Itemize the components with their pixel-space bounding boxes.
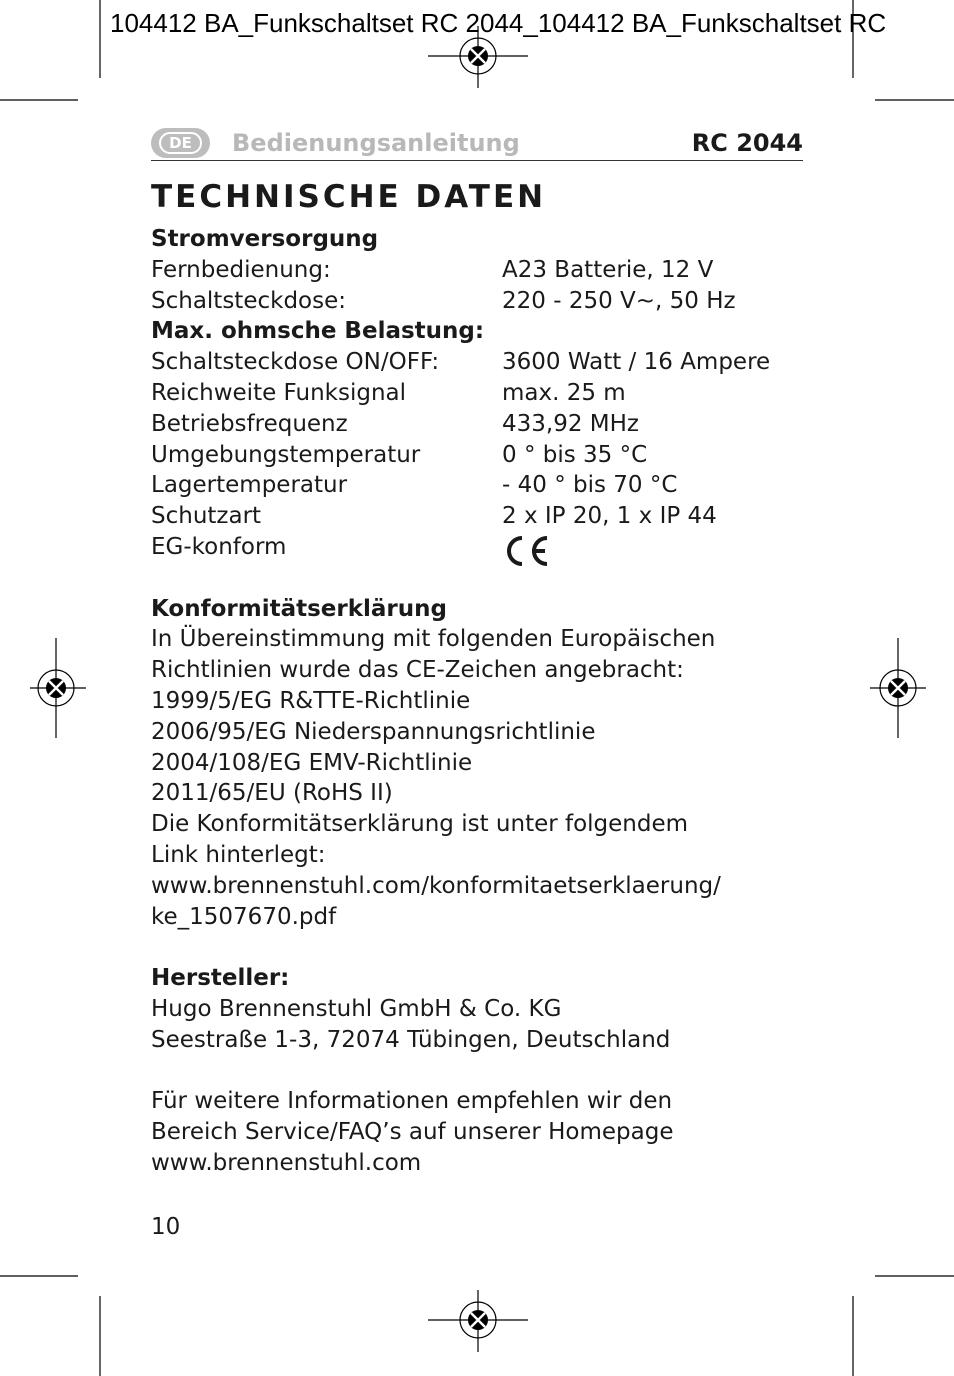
spec-row-frequency bbox=[151, 409, 831, 440]
spec-value: 0 ° bis 35 °C bbox=[502, 441, 648, 468]
page-number: 10 bbox=[151, 1214, 181, 1240]
conformity-line: Richtlinien wurde das CE-Zeichen angebracht: bbox=[151, 657, 684, 684]
conformity-line: 2004/108/EG EMV-Richtlinie bbox=[151, 749, 473, 776]
spec-row-range bbox=[151, 378, 831, 409]
spec-value: 3600 Watt / 16 Ampere bbox=[502, 349, 771, 376]
ce-mark-icon bbox=[502, 532, 552, 563]
spec-row-conformity bbox=[151, 532, 831, 563]
spec-label: EG-konform bbox=[151, 533, 287, 560]
spec-label: Schaltsteckdose: bbox=[151, 287, 346, 314]
page-content bbox=[151, 178, 831, 1179]
page-header bbox=[151, 126, 803, 161]
conformity-link-continued[interactable]: ke_1507670.pdf bbox=[151, 903, 337, 930]
language-badge bbox=[151, 128, 210, 158]
spec-value: 220 - 250 V~, 50 Hz bbox=[502, 287, 736, 314]
load-heading: Max. ohmsche Belastung: bbox=[151, 318, 485, 345]
power-heading: Stromversorgung bbox=[151, 226, 379, 252]
spec-label: Fernbedienung: bbox=[151, 256, 331, 283]
registration-mark-left bbox=[30, 638, 86, 738]
spec-label: Schaltsteckdose ON/OFF: bbox=[151, 349, 440, 376]
registration-mark-bottom bbox=[428, 1290, 528, 1352]
spec-label: Reichweite Funksignal bbox=[151, 379, 407, 406]
conformity-line: Die Konformitätserklärung ist unter folgendem bbox=[151, 811, 689, 838]
manufacturer-name: Hugo Brennenstuhl GmbH & Co. KG bbox=[151, 995, 562, 1022]
conformity-line: 2011/65/EU (RoHS II) bbox=[151, 780, 393, 807]
spec-row-socket bbox=[151, 286, 831, 317]
manufacturer-address: Seestraße 1-3, 72074 Tübingen, Deutschland bbox=[151, 1026, 671, 1053]
spec-value: - 40 ° bis 70 °C bbox=[502, 472, 678, 499]
spec-row-remote bbox=[151, 255, 831, 286]
conformity-line: Link hinterlegt: bbox=[151, 841, 326, 868]
spec-value: A23 Batterie, 12 V bbox=[502, 256, 714, 283]
spec-row-ambient-temperature bbox=[151, 440, 831, 471]
document-type: Bedienungsanleitung bbox=[232, 129, 520, 157]
spec-value: max. 25 m bbox=[502, 379, 626, 406]
spec-value: 2 x IP 20, 1 x IP 44 bbox=[502, 503, 717, 530]
registration-mark-top bbox=[428, 26, 528, 88]
model-number: RC 2044 bbox=[691, 129, 803, 157]
language-badge-label: DE bbox=[159, 132, 202, 154]
conformity-link[interactable]: www.brennenstuhl.com/konformitaetserklaerung/ bbox=[151, 872, 721, 899]
page-title: TECHNISCHE DATEN bbox=[151, 179, 547, 215]
conformity-line: In Übereinstimmung mit folgenden Europäischen bbox=[151, 626, 716, 653]
spec-row-storage-temperature bbox=[151, 470, 831, 501]
info-line: Bereich Service/FAQ’s auf unserer Homepage bbox=[151, 1119, 674, 1146]
spec-label: Betriebsfrequenz bbox=[151, 410, 348, 437]
registration-mark-right bbox=[870, 638, 926, 738]
info-line: Für weitere Informationen empfehlen wir den bbox=[151, 1088, 673, 1115]
print-slug: 104412 BA_Funkschaltset RC 2044_104412 BA_Funkschaltset RC bbox=[110, 8, 887, 38]
conformity-line: 2006/95/EG Niederspannungsrichtlinie bbox=[151, 718, 596, 745]
conformity-heading: Konformitätserklärung bbox=[151, 595, 447, 622]
spec-label: Schutzart bbox=[151, 503, 262, 530]
spec-row-protection bbox=[151, 501, 831, 532]
spec-label: Lagertemperatur bbox=[151, 472, 348, 499]
spec-value: 433,92 MHz bbox=[502, 410, 640, 437]
homepage-link[interactable]: www.brennenstuhl.com bbox=[151, 1149, 422, 1176]
spec-label: Umgebungstemperatur bbox=[151, 441, 421, 468]
manufacturer-heading: Hersteller: bbox=[151, 965, 290, 992]
spec-row-load bbox=[151, 347, 831, 378]
conformity-line: 1999/5/EG R&TTE-Richtlinie bbox=[151, 687, 471, 714]
